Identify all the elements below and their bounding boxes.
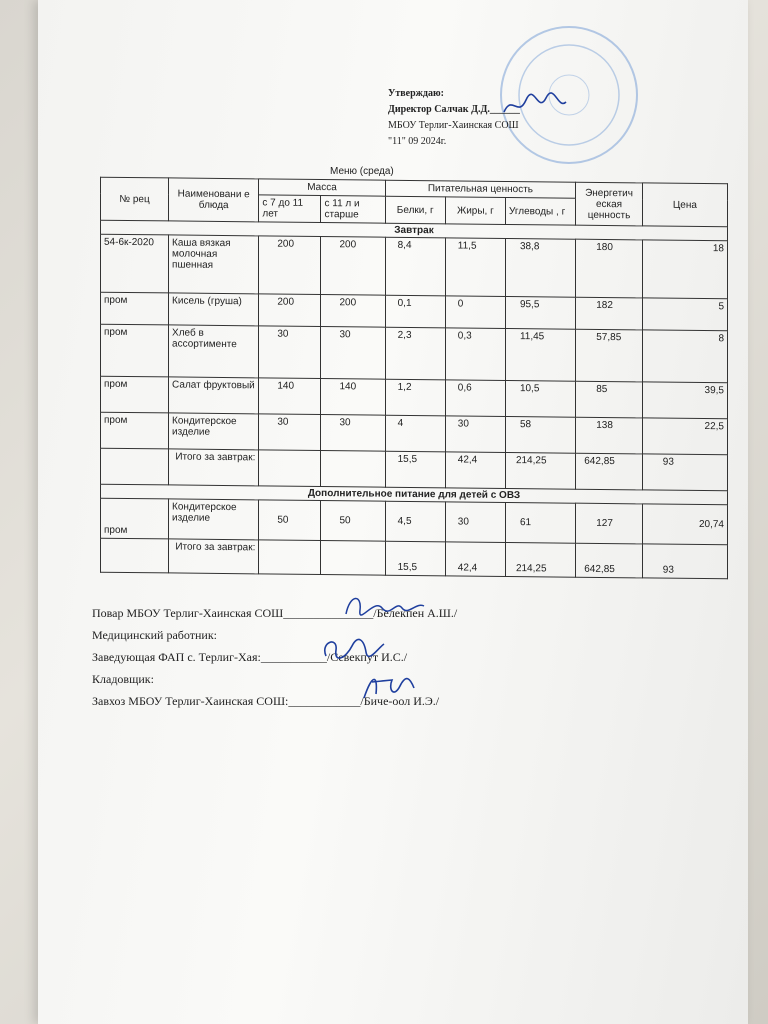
signature-supply: Завхоз МБОУ Терлиг-Хаинская СОШ:____________/Биче-оол И.Э./	[92, 694, 440, 708]
dish-name: Салат фруктовый	[169, 377, 259, 414]
price: 18	[642, 240, 727, 299]
director-signature	[500, 90, 570, 120]
header-nutrition: Питательная ценность	[385, 180, 576, 198]
total-label: Итого за завтрак:	[169, 539, 259, 574]
mass-7-11: 140	[259, 378, 321, 415]
approval-date: "11" 09 2024г.	[388, 136, 447, 147]
protein: 1,2	[385, 379, 445, 416]
mass-7-11: 200	[259, 294, 321, 327]
mass-7-11: 30	[259, 326, 321, 379]
header-price: Цена	[642, 183, 727, 227]
mass-11-plus: 200	[321, 295, 385, 328]
header-mass: Масса	[259, 179, 385, 196]
header-fat: Жиры, г	[445, 197, 505, 225]
fat: 0,3	[445, 328, 505, 381]
approval-director: Директор Салчак Д.Д.______	[388, 104, 520, 115]
dish-name: Кондитерское изделие	[169, 499, 259, 540]
fat: 11,5	[445, 238, 505, 297]
protein: 2,3	[385, 327, 445, 380]
supply-handwritten-signature	[358, 668, 418, 708]
approval-school: МБОУ Терлиг-Хаинская СОШ	[388, 120, 519, 131]
mass-11-plus: 30	[321, 327, 385, 380]
dish-name: Кисель (груша)	[169, 293, 259, 326]
energy: 57,85	[576, 329, 643, 382]
total-label: Итого за завтрак:	[169, 449, 259, 486]
recipe-number: пром	[101, 498, 169, 539]
carbs: 58	[505, 416, 575, 453]
mass-7-11: 30	[259, 414, 321, 451]
total-fat: 42,4	[445, 452, 505, 489]
energy: 182	[576, 297, 643, 330]
protein: 0,1	[385, 295, 445, 328]
fat: 0,6	[445, 380, 505, 417]
header-dish-name: Наименовани е блюда	[169, 178, 259, 222]
total-price: 93	[642, 454, 727, 491]
total-carbs: 214,25	[505, 542, 575, 577]
fat: 30	[445, 502, 505, 543]
header-protein: Белки, г	[385, 196, 445, 224]
recipe-number: пром	[101, 292, 169, 325]
recipe-number: пром	[101, 324, 169, 377]
header-energy: Энергетич еская ценность	[576, 182, 643, 226]
approval-title: Утверждаю:	[388, 88, 444, 99]
price: 22,5	[642, 418, 727, 455]
total-price: 93	[642, 544, 727, 579]
header-mass-7-11: с 7 до 11 лет	[259, 195, 321, 223]
signature-fap: Заведующая ФАП с. Терлиг-Хая:___________/Севекпут И.С./	[92, 650, 408, 664]
dish-name: Хлеб в ассортименте	[169, 325, 259, 378]
price: 39,5	[642, 382, 727, 419]
mass-11-plus: 50	[321, 501, 385, 542]
carbs: 38,8	[505, 238, 575, 297]
carbs: 61	[505, 502, 575, 543]
total-carbs: 214,25	[505, 452, 575, 489]
carbs: 11,45	[505, 328, 575, 381]
total-row	[101, 538, 728, 579]
carbs: 10,5	[505, 380, 575, 417]
table-row	[101, 234, 728, 299]
menu-title: Меню (среда)	[330, 166, 394, 177]
recipe-number: 54-6к-2020	[101, 234, 169, 293]
energy: 180	[576, 239, 643, 298]
total-protein: 15,5	[385, 451, 445, 488]
section-breakfast: Завтрак	[101, 220, 728, 241]
energy: 85	[576, 381, 643, 418]
signature-storekeeper: Кладовщик:	[92, 672, 154, 686]
table-row	[101, 498, 728, 545]
price: 20,74	[642, 504, 727, 545]
recipe-number: пром	[101, 412, 169, 449]
protein: 4	[385, 415, 445, 452]
mass-11-plus: 30	[321, 415, 385, 452]
mass-11-plus: 200	[321, 237, 385, 296]
protein: 8,4	[385, 237, 445, 296]
menu-table	[100, 177, 728, 580]
energy: 127	[576, 503, 643, 544]
total-protein: 15,5	[385, 541, 445, 576]
carbs: 95,5	[505, 296, 575, 329]
header-mass-11-plus: с 11 л и старше	[321, 196, 385, 224]
fat: 0	[445, 296, 505, 329]
energy: 138	[576, 417, 643, 454]
table-row	[101, 324, 728, 383]
total-energy: 642,85	[576, 543, 643, 578]
price: 8	[642, 330, 727, 383]
signature-cook: Повар МБОУ Терлиг-Хаинская СОШ_______________/Белекпен А.Ш./	[92, 606, 458, 620]
signature-medic: Медицинский работник:	[92, 628, 217, 642]
mass-11-plus: 140	[321, 379, 385, 416]
header-carbs: Углеводы , г	[505, 197, 575, 225]
fap-handwritten-signature	[316, 632, 386, 666]
cook-handwritten-signature	[340, 588, 430, 622]
mass-7-11: 200	[259, 236, 321, 295]
dish-name: Кондитерское изделие	[169, 413, 259, 450]
section-ovz: Дополнительное питание для детей с ОВЗ	[101, 484, 728, 505]
mass-7-11: 50	[259, 500, 321, 541]
total-fat: 42,4	[445, 542, 505, 577]
price: 5	[642, 298, 727, 331]
protein: 4,5	[385, 501, 445, 542]
fat: 30	[445, 416, 505, 453]
dish-name: Каша вязкая молочная пшенная	[169, 235, 259, 294]
recipe-number: пром	[101, 376, 169, 413]
total-energy: 642,85	[576, 453, 643, 490]
header-recipe-number: № рец	[101, 177, 169, 221]
